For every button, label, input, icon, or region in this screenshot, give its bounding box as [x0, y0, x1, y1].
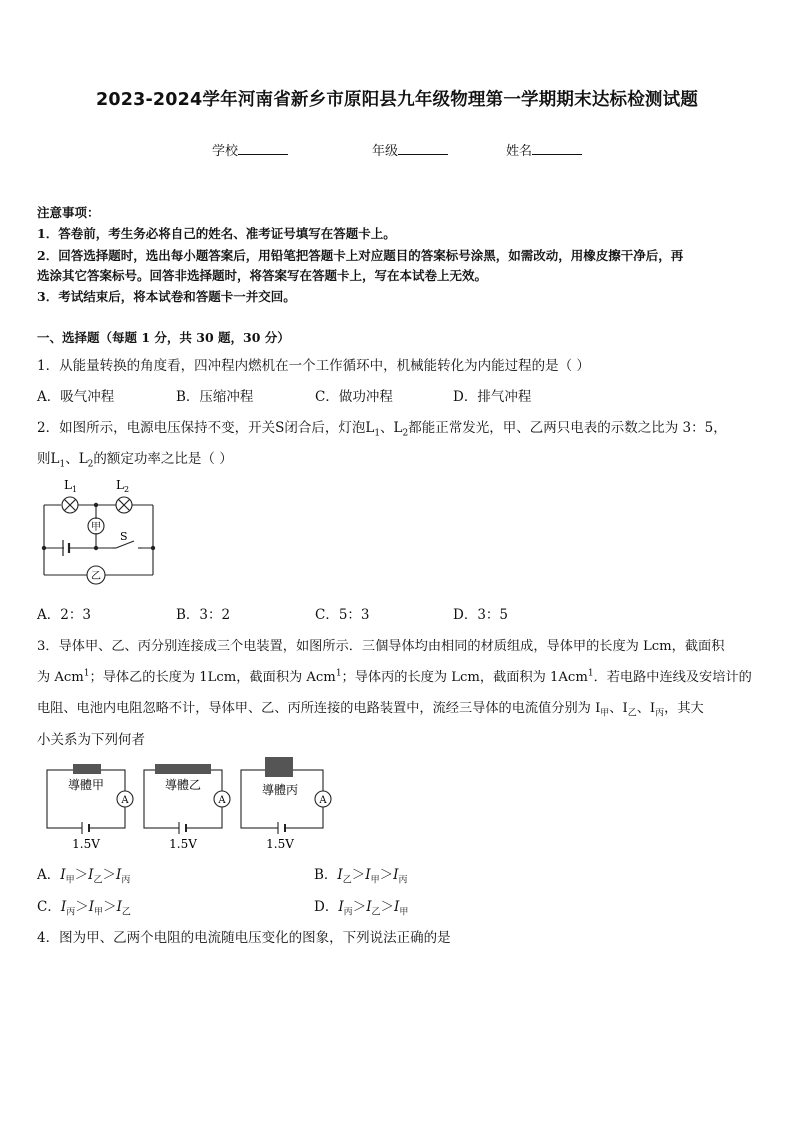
q3-fig-ammeter-1: A [121, 795, 129, 806]
q3-fig-voltage-3: 1.5V [266, 837, 294, 851]
q3-fig-ammeter-3: A [319, 795, 327, 806]
school-field [212, 140, 288, 159]
q3-fig-label-bing: 導體丙 [261, 783, 299, 797]
school-blank [238, 142, 288, 155]
notice-item-1: 1．答卷前，考生务必将自己的姓名、准考证号填写在答题卡上。 [37, 226, 396, 241]
grade-label: 年级 [372, 144, 399, 159]
q2-fig-l2: $L_2$ [116, 478, 130, 494]
q2-option-c: C．5：3 [315, 607, 370, 623]
q3-stem-line3: 电阻、电池内电阻忽略不计，导体甲、乙、丙所连接的电路装置中，流经三导体的电流值分别为 $I_甲$、$I_乙$、$I_丙$，其大 [37, 701, 704, 719]
q3-fig-voltage-2: 1.5V [169, 837, 197, 851]
q3-stem-line2: 为 Acm$^1$；导体乙的长度为 1Lcm，截面积为 Acm$^1$；导体丙的长度为 Lcm，截面积为 1Acm$^1$．若电路中连线及安培计的 [37, 668, 752, 685]
q2-option-d: D．3：5 [453, 607, 509, 623]
school-label: 学校 [212, 144, 239, 159]
q2-fig-meter-yi: 乙 [91, 571, 101, 582]
q3-stem-line1: 3．导体甲、乙、丙分别连接成三个电装置，如图所示．三個导体均由相同的材质组成，导体甲的长度为 Lcm，截面积 [37, 639, 725, 654]
q4-stem: 4．图为甲、乙两个电阻的电流随电压变化的图象，下列说法正确的是 [37, 930, 451, 946]
q2-fig-switch-label: S [120, 530, 128, 543]
q3-option-b: B．$I_乙>I_甲>I_丙$ [314, 867, 408, 886]
q3-fig-voltage-1: 1.5V [72, 837, 100, 851]
q2-fig-meter-jia: 甲 [91, 522, 101, 533]
q1-option-b: B．压缩冲程 [176, 389, 254, 405]
name-field [506, 140, 582, 159]
q1-option-a: A．吸气冲程 [37, 389, 115, 405]
q3-stem-line4: 小关系为下列何者 [37, 732, 145, 748]
q2-circuit-figure [36, 475, 166, 589]
q2-stem-line2: 则$L_1$、$L_2$的额定功率之比是（ ） [37, 451, 233, 470]
q3-fig-ammeter-2: A [218, 795, 226, 806]
q3-option-c: C．$I_丙>I_甲>I_乙$ [37, 899, 131, 918]
q1-option-d: D．排气冲程 [453, 389, 532, 405]
page-title: 2023-2024学年河南省新乡市原阳县九年级物理第一学期期末达标检测试题 [95, 90, 699, 110]
notice-item-2-cont: 选涂其它答案标号。回答非选择题时，将答案写在答题卡上，写在本试卷上无效。 [37, 268, 488, 283]
grade-field [372, 140, 448, 159]
q3-option-d: D．$I_丙>I_乙>I_甲$ [314, 899, 409, 918]
q1-stem: 1．从能量转换的角度看，四冲程内燃机在一个工作循环中，机械能转化为内能过程的是（ ） [37, 358, 590, 374]
grade-blank [398, 142, 448, 155]
q2-option-b: B．3：2 [176, 607, 231, 623]
notice-item-2: 2．回答选择题时，选出每小题答案后，用铅笔把答题卡上对应题目的答案标号涂黑，如需改动，用橡皮擦干净后，再 [37, 248, 684, 263]
q2-stem-line1: 2．如图所示，电源电压保持不变，开关S闭合后，灯泡$L_1$、$L_2$都能正常发光，甲、乙两只电表的示数之比为 3：5， [37, 420, 727, 439]
notice-heading: 注意事项： [37, 205, 100, 220]
section-heading: 一、选择题（每题 1 分，共 30 题，30 分） [37, 330, 290, 345]
name-blank [532, 142, 582, 155]
q2-fig-l1: $L_1$ [64, 478, 78, 494]
q1-option-c: C．做功冲程 [315, 389, 393, 405]
q3-fig-label-yi: 導體乙 [164, 778, 202, 792]
q3-circuits-figure [40, 752, 340, 858]
q3-fig-label-jia: 導體甲 [67, 778, 105, 792]
q3-option-a: A．$I_甲>I_乙>I_丙$ [37, 867, 131, 886]
q2-option-a: A．2：3 [37, 607, 91, 623]
notice-item-3: 3．考试结束后，将本试卷和答题卡一并交回。 [37, 289, 296, 304]
name-label: 姓名 [506, 144, 533, 159]
